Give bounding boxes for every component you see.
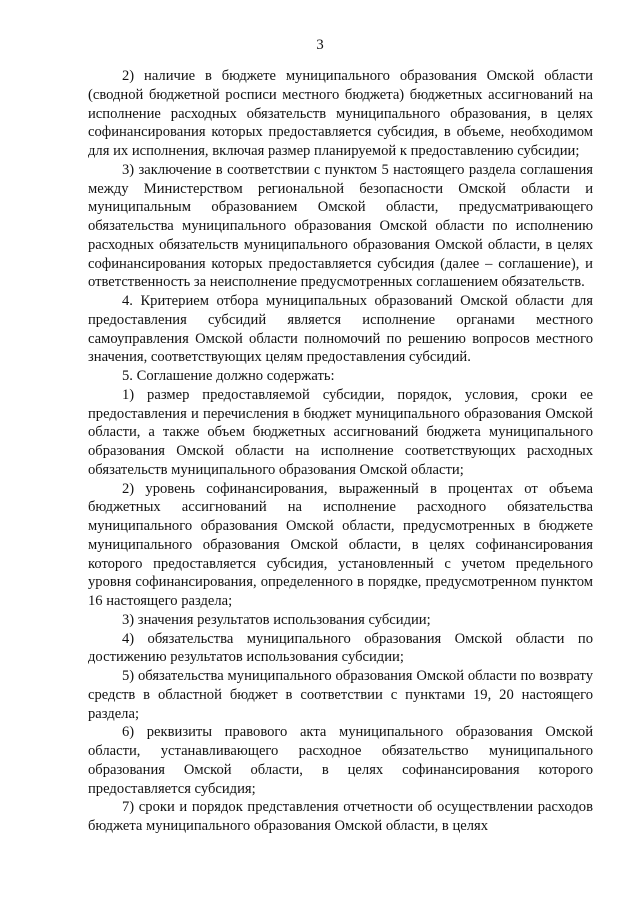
paragraph: 4. Критерием отбора муниципальных образований Омской области для предоставления субсидий является исполнение органами местного самоуправления Омской области полномочий по решению вопросов местного значения, соответствующих целям предоставления субсидий. — [88, 293, 593, 366]
paragraph: 2) уровень софинансирования, выраженный в процентах от объема бюджетных ассигнований на исполнение расходного обязательства муниципального образования Омской области, предусмотренных в бюджете муниципального образования Омской области, в целях софинансирования которого предоставляется субсидия, установленный с учетом предельного уровня софинансирования, определенного в порядке, предусмотренном пунктом 16 настоящего раздела; — [88, 480, 593, 609]
paragraph: 5) обязательства муниципального образования Омской области по возврату средств в областной бюджет в соответствии с пунктами 19, 20 настоящего раздела; — [88, 668, 593, 722]
paragraph: 3) значения результатов использования субсидии; — [122, 611, 431, 628]
paragraph: 1) размер предоставляемой субсидии, порядок, условия, сроки ее предоставления и перечисления в бюджет муниципального образования Омской области, а также объем бюджетных ассигнований бюджета муниципального образования Омской области на исполнение соответствующих расходных обязательств муниципального образования Омской области; — [88, 386, 593, 478]
paragraph: 7) сроки и порядок представления отчетности об осуществлении расходов бюджета муниципального образования Омской области, в целях — [88, 799, 593, 834]
paragraph: 6) реквизиты правового акта муниципального образования Омской области, устанавливающего расходное обязательство муниципального образования Омской области, в целях софинансирования которого предоставляется субсидия; — [88, 724, 593, 797]
document-body — [88, 67, 593, 836]
paragraph: 3) заключение в соответствии с пунктом 5 настоящего раздела соглашения между Министерством региональной безопасности Омской области и муниципальным образованием Омской области, предусматривающего обязательства муниципального образования Омской области по исполнению расходных обязательств муниципального образования Омской области, в целях софинансирования которых предоставляется субсидия (далее – соглашение), и ответственность за неисполнение предусмотренных соглашением обязательств. — [88, 161, 593, 291]
page-number: 3 — [316, 37, 324, 53]
paragraph: 2) наличие в бюджете муниципального образования Омской области (сводной бюджетной росписи местного бюджета) бюджетных ассигнований на исполнение расходных обязательств муниципального образования, в целях софинансирования которых предоставляется субсидия, в объеме, необходимом для их исполнения, включая размер планируемой к предоставлению субсидии; — [88, 68, 593, 159]
paragraph: 5. Соглашение должно содержать: — [122, 368, 335, 384]
paragraph: 4) обязательства муниципального образования Омской области по достижению результатов использования субсидии; — [88, 630, 593, 666]
